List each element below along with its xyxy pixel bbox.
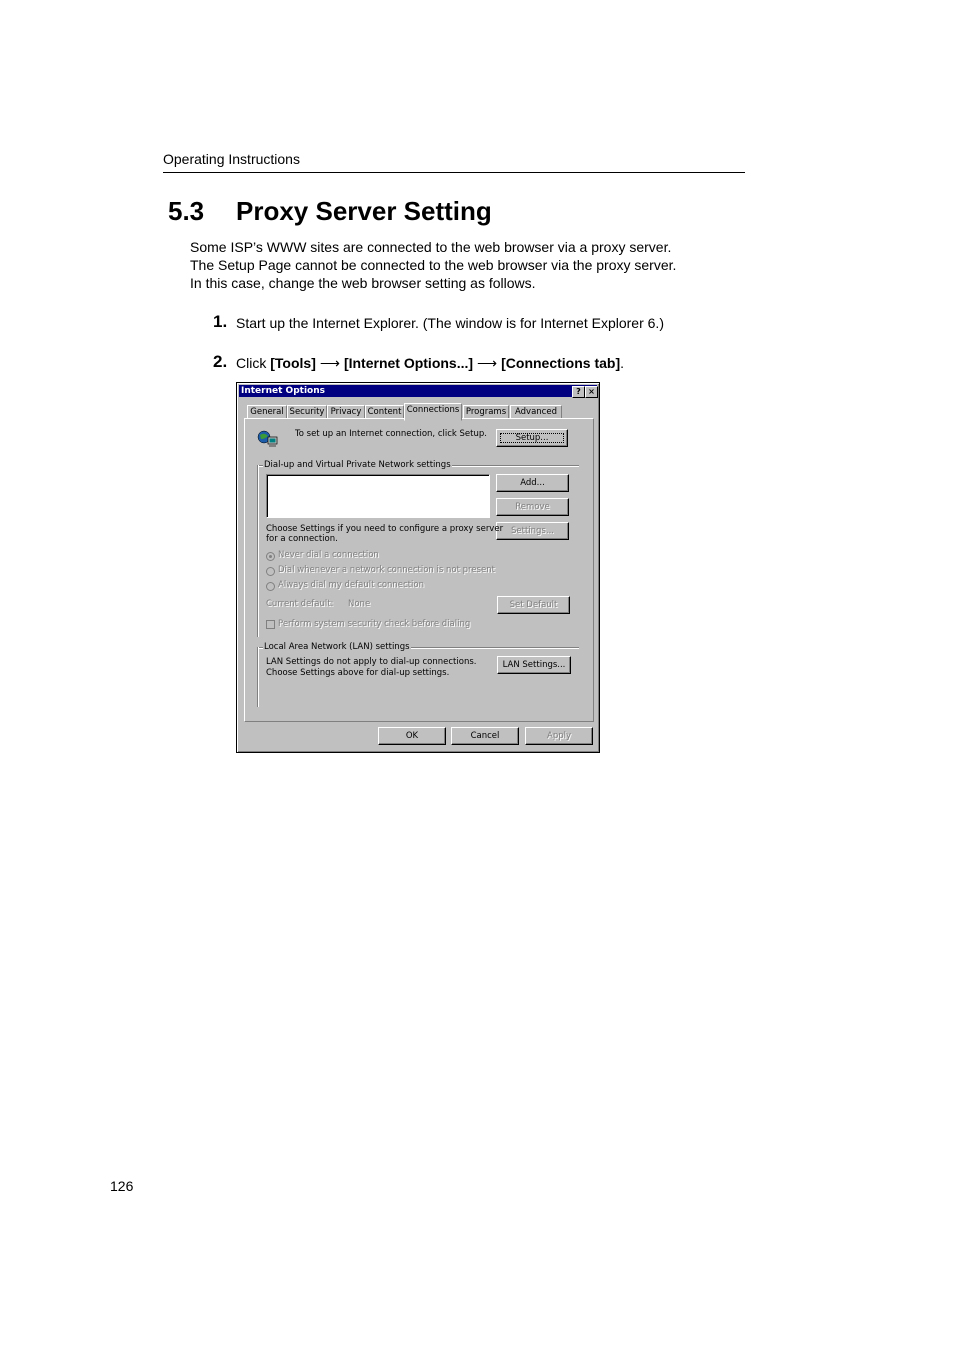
remove-button[interactable]: Remove: [496, 498, 569, 516]
setup-instruction: To set up an Internet connection, click Setup.: [295, 429, 487, 439]
network-connection-icon: [256, 429, 278, 449]
lan-group-label: Local Area Network (LAN) settings: [264, 642, 410, 652]
connections-tab-ref: [Connections tab]: [501, 355, 621, 371]
set-default-button[interactable]: Set Default: [497, 596, 570, 614]
step-2-number: 2.: [213, 352, 228, 371]
lan-info-text: LAN Settings do not apply to dial-up connections.: [266, 657, 477, 667]
page-number: 126: [110, 1178, 134, 1194]
section-number: 5.3: [168, 196, 205, 226]
click-word: Click: [236, 355, 267, 371]
intro-line: Some ISP’s WWW sites are connected to the web browser via a proxy server.: [190, 239, 672, 255]
arrow-icon: ⟶: [477, 355, 498, 371]
group-border: [257, 647, 258, 707]
radio-always-dial[interactable]: [266, 582, 275, 591]
intro-paragraph: [190, 238, 676, 292]
cancel-button[interactable]: Cancel: [451, 727, 519, 745]
perform-security-label: Perform system security check before dialing: [278, 619, 471, 629]
tools-menu-ref: [Tools]: [270, 355, 316, 371]
radio-dial-whenever-label: Dial whenever a network connection is not present: [278, 565, 495, 575]
period: .: [620, 355, 625, 371]
connections-listbox[interactable]: [266, 474, 490, 518]
lan-info-text: Choose Settings above for dial-up settings.: [266, 668, 450, 678]
tab-general[interactable]: General: [247, 405, 287, 420]
current-default-label: Current default:: [266, 599, 334, 609]
tab-connections[interactable]: Connections: [404, 403, 462, 421]
internet-options-ref: [Internet Options...]: [343, 355, 474, 371]
arrow-icon: ⟶: [319, 355, 340, 371]
intro-line: In this case, change the web browser setting as follows.: [190, 275, 536, 291]
help-icon[interactable]: ?: [572, 386, 585, 398]
radio-never-dial-label: Never dial a connection: [278, 550, 379, 560]
ok-button[interactable]: OK: [378, 727, 446, 745]
add-button[interactable]: Add...: [496, 474, 569, 492]
tab-privacy[interactable]: Privacy: [327, 405, 365, 420]
radio-always-dial-label: Always dial my default connection: [278, 580, 424, 590]
dialog-title: Internet Options: [241, 386, 325, 396]
header-rule: [163, 172, 745, 173]
step-1-text: Start up the Internet Explorer. (The window is for Internet Explorer 6.): [236, 315, 664, 331]
tab-programs[interactable]: Programs: [463, 405, 509, 420]
lan-settings-button[interactable]: LAN Settings...: [497, 656, 571, 674]
group-border: [257, 465, 258, 637]
current-default-value: None: [348, 599, 371, 609]
tab-content[interactable]: Content: [365, 405, 404, 420]
radio-never-dial[interactable]: [266, 552, 275, 561]
tab-advanced[interactable]: Advanced: [510, 405, 562, 420]
perform-security-checkbox[interactable]: [266, 620, 275, 629]
running-header: Operating Instructions: [163, 151, 300, 167]
connections-panel: [244, 418, 594, 722]
section-title: Proxy Server Setting: [236, 196, 492, 226]
close-icon[interactable]: ×: [585, 386, 598, 398]
settings-button[interactable]: Settings...: [496, 522, 569, 540]
step-1-number: 1.: [213, 312, 228, 331]
internet-options-dialog: [236, 382, 600, 753]
dialog-titlebar[interactable]: [239, 385, 597, 397]
choose-settings-text: for a connection.: [266, 534, 338, 544]
intro-line: The Setup Page cannot be connected to the web browser via the proxy server.: [190, 257, 677, 273]
tab-security[interactable]: Security: [287, 405, 327, 420]
apply-button[interactable]: Apply: [525, 727, 593, 745]
choose-settings-text: Choose Settings if you need to configure a proxy server: [266, 524, 504, 534]
step-2-text: [236, 355, 624, 372]
dialup-group-label: Dial-up and Virtual Private Network settings: [264, 460, 451, 470]
setup-button[interactable]: Setup...: [496, 429, 568, 447]
radio-dial-whenever[interactable]: [266, 567, 275, 576]
